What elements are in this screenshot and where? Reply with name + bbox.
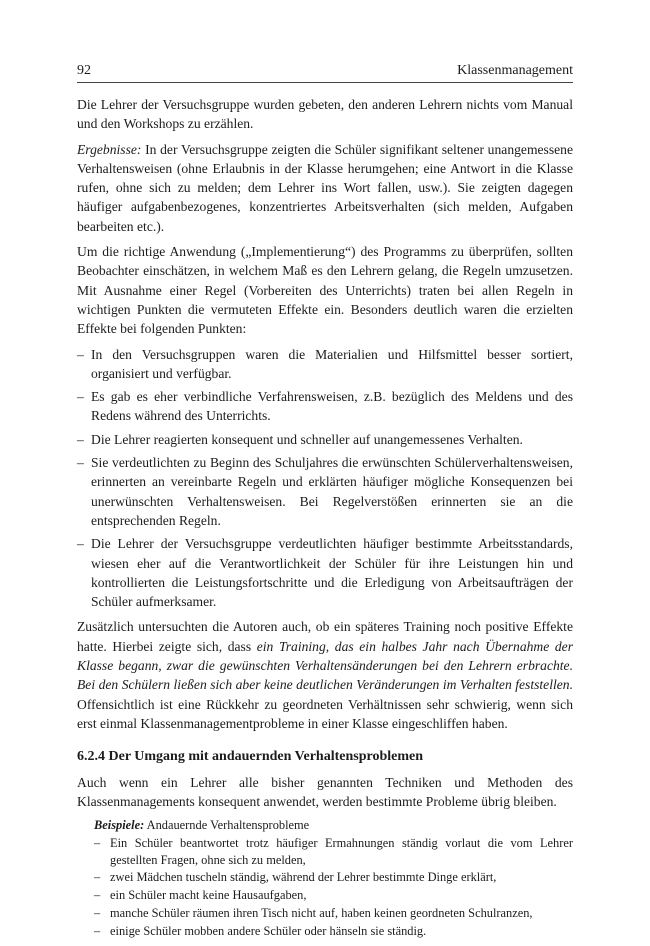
- list-item: – Ein Schüler beantwortet trotz häufiger Ermahnungen ständig vorlaut die vom Lehrer gestellten Fragen, ohne sich zu melden,: [94, 835, 573, 869]
- list-item: – Es gab es eher verbindliche Verfahrensweisen, z.B. bezüglich des Meldens und des Redens während des Unterrichts.: [77, 387, 573, 426]
- examples-box: [94, 817, 573, 940]
- effects-list: [77, 345, 573, 612]
- page-header: [77, 62, 573, 83]
- examples-list: [94, 835, 573, 940]
- examples-title: Andauernde Verhaltensprobleme: [144, 818, 310, 833]
- list-item: – manche Schüler räumen ihren Tisch nicht auf, haben keinen geordneten Schulranzen,: [94, 905, 573, 922]
- paragraph: Um die richtige Anwendung („Implementierung“) des Programms zu überprüfen, sollten Beobachter einschätzen, in welchem Maß es den Lehrern gelang, die Regeln umzusetzen. Mit Ausnahme einer Regel (Vorbereiten des Unterrichts) traten bei allen Regeln in wichtigen Punkten die vermuteten Effekte ein. Besonders deutlich waren die erzielten Effekte bei folgenden Punkten:: [77, 244, 573, 337]
- examples-heading: [94, 817, 573, 834]
- list-item: – In den Versuchsgruppen waren die Materialien und Hilfsmittel besser sortiert, organisiert und verfügbar.: [77, 345, 573, 384]
- list-item: – Die Lehrer der Versuchsgruppe verdeutlichten häufiger bestimmte Arbeitsstandards, wiesen eher auf die Verantwortlichkeit der Schüler für ihre Leistungen hin und kontrollierten die Leistungsfortschritte und die Erledigung von Arbeitsaufträgen der Schüler aufmerksamer.: [77, 534, 573, 611]
- results-paragraph: [77, 140, 573, 236]
- list-item: – zwei Mädchen tuscheln ständig, während der Lehrer bestimmte Dinge erklärt,: [94, 869, 573, 886]
- paragraph: Auch wenn ein Lehrer alle bisher genannten Techniken und Methoden des Klassenmanagements konsequent anwendet, werden bestimmte Probleme übrig bleiben.: [77, 774, 573, 809]
- training-paragraph: [77, 617, 573, 733]
- running-title: Klassenmanagement: [457, 63, 573, 78]
- results-text: In der Versuchsgruppe zeigten die Schüler signifikant seltener unangemessene Verhaltensweisen (ohne Erlaubnis in der Klasse herumgehen; eine Antwort in die Klasse rufen, ohne sich zu melden; dem Lehrer ins Wort fallen, usw.). Sie zeigten dagegen häufiger aufgabenbezogenes, konzentriertes Arbeitsverhalten (sich melden, Aufgaben bearbeiten etc.).: [77, 141, 573, 234]
- section-heading: 6.2.4 Der Umgang mit andauernden Verhaltensproblemen: [77, 749, 424, 765]
- list-item: – ein Schüler macht keine Hausaufgaben,: [94, 887, 573, 904]
- training-text-b: Offensichtlich ist eine Rückkehr zu geordneten Verhältnissen sehr schwierig, wenn sich erst einmal Klassenmanagementprobleme in einer Klasse eingeschliffen haben.: [77, 696, 573, 731]
- training-text-a: Zusätzlich untersuchten die Autoren auch, ob ein späteres Training noch positive Effekte hatte. Hierbei zeigte sich, dass: [77, 619, 573, 654]
- paragraph: Die Lehrer der Versuchsgruppe wurden gebeten, den anderen Lehrern nichts vom Manual und den Workshops zu erzählen.: [77, 97, 573, 132]
- examples-label: Beispiele:: [94, 818, 145, 833]
- list-item: – Sie verdeutlichten zu Beginn des Schuljahres die erwünschten Schülerverhaltensweisen, erinnerten an vereinbarte Regeln und erklärten häufiger mögliche Konsequenzen bei unerwünschten Verhaltensweisen. Bei Regelverstößen erinnerten sie an die entsprechenden Regeln.: [77, 453, 573, 530]
- training-emphasis: ein Training, das ein halbes Jahr nach Übernahme der Klasse begann, zwar die gewünschten Verhaltensänderungen bei den Lehrern erbrachte. Bei den Schülern ließen sich aber keine deutlichen Veränderungen im Verhalten feststellen.: [77, 638, 573, 693]
- list-item: – einige Schüler mobben andere Schüler oder hänseln sie ständig.: [94, 923, 573, 940]
- page-number: 92: [77, 63, 91, 78]
- page-body: [77, 95, 573, 946]
- results-label: Ergebnisse:: [77, 141, 142, 157]
- list-item: – Die Lehrer reagierten konsequent und schneller auf unangemessenes Verhalten.: [77, 430, 573, 449]
